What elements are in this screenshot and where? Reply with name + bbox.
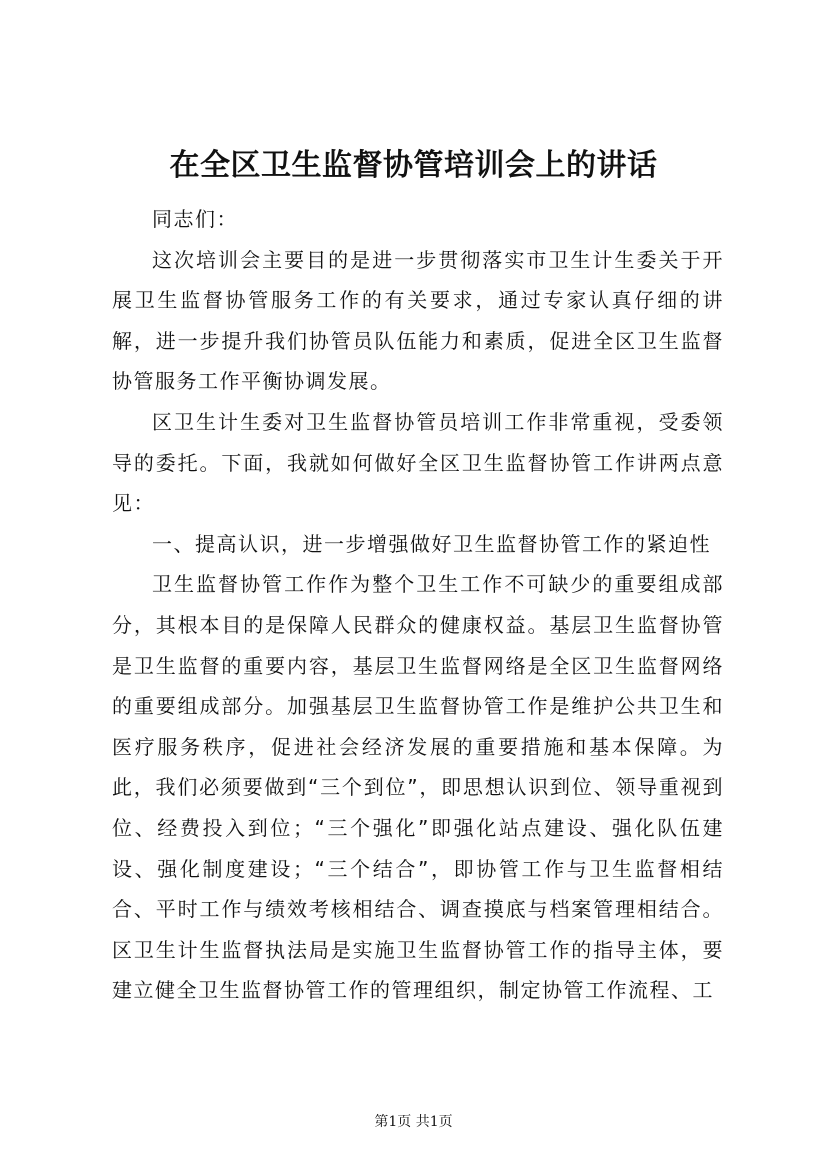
body-paragraph: 卫生监督协管工作作为整个卫生工作不可缺少的重要组成部分，其根本目的是保障人民群众的健康权益。基层卫生监督协管是卫生监督的重要内容，基层卫生监督网络是全区卫生监督网络的重要组成部分。加强基层卫生监督协管工作是维护公共卫生和医疗服务秩序，促进社会经济发展的重要措施和基本保障。为此，我们必须要做到“三个到位”，即思想认识到位、领导重视到位、经费投入到位；“三个强化”即强化站点建设、强化队伍建设、强化制度建设；“三个结合”，即协管工作与卫生监督相结合、平时工作与绩效考核相结合、调查摸底与档案管理相结合。区卫生计生监督执法局是实施卫生监督协管工作的指导主体，要建立健全卫生监督协管工作的管理组织，制定协管工作流程、工: [112, 572, 724, 1003]
document-body: [112, 199, 724, 1011]
page-footer: 第1页 共1页: [374, 1114, 453, 1130]
body-paragraph: 这次培训会主要目的是进一步贯彻落实市卫生计生委关于开展卫生监督协管服务工作的有关要求，通过专家认真仔细的讲解，进一步提升我们协管员队伍能力和素质，促进全区卫生监督协管服务工作平衡协调发展。: [112, 247, 724, 394]
salutation-paragraph: 同志们：: [152, 207, 238, 231]
page-title: 在全区卫生监督协管培训会上的讲话: [169, 148, 658, 183]
section-heading: 一、提高认识，进一步增强做好卫生监督协管工作的紧迫性: [152, 531, 711, 556]
body-paragraph: 区卫生计生委对卫生监督协管员培训工作非常重视，受委领导的委托。下面，我就如何做好全区卫生监督协管工作讲两点意见：: [112, 409, 724, 516]
